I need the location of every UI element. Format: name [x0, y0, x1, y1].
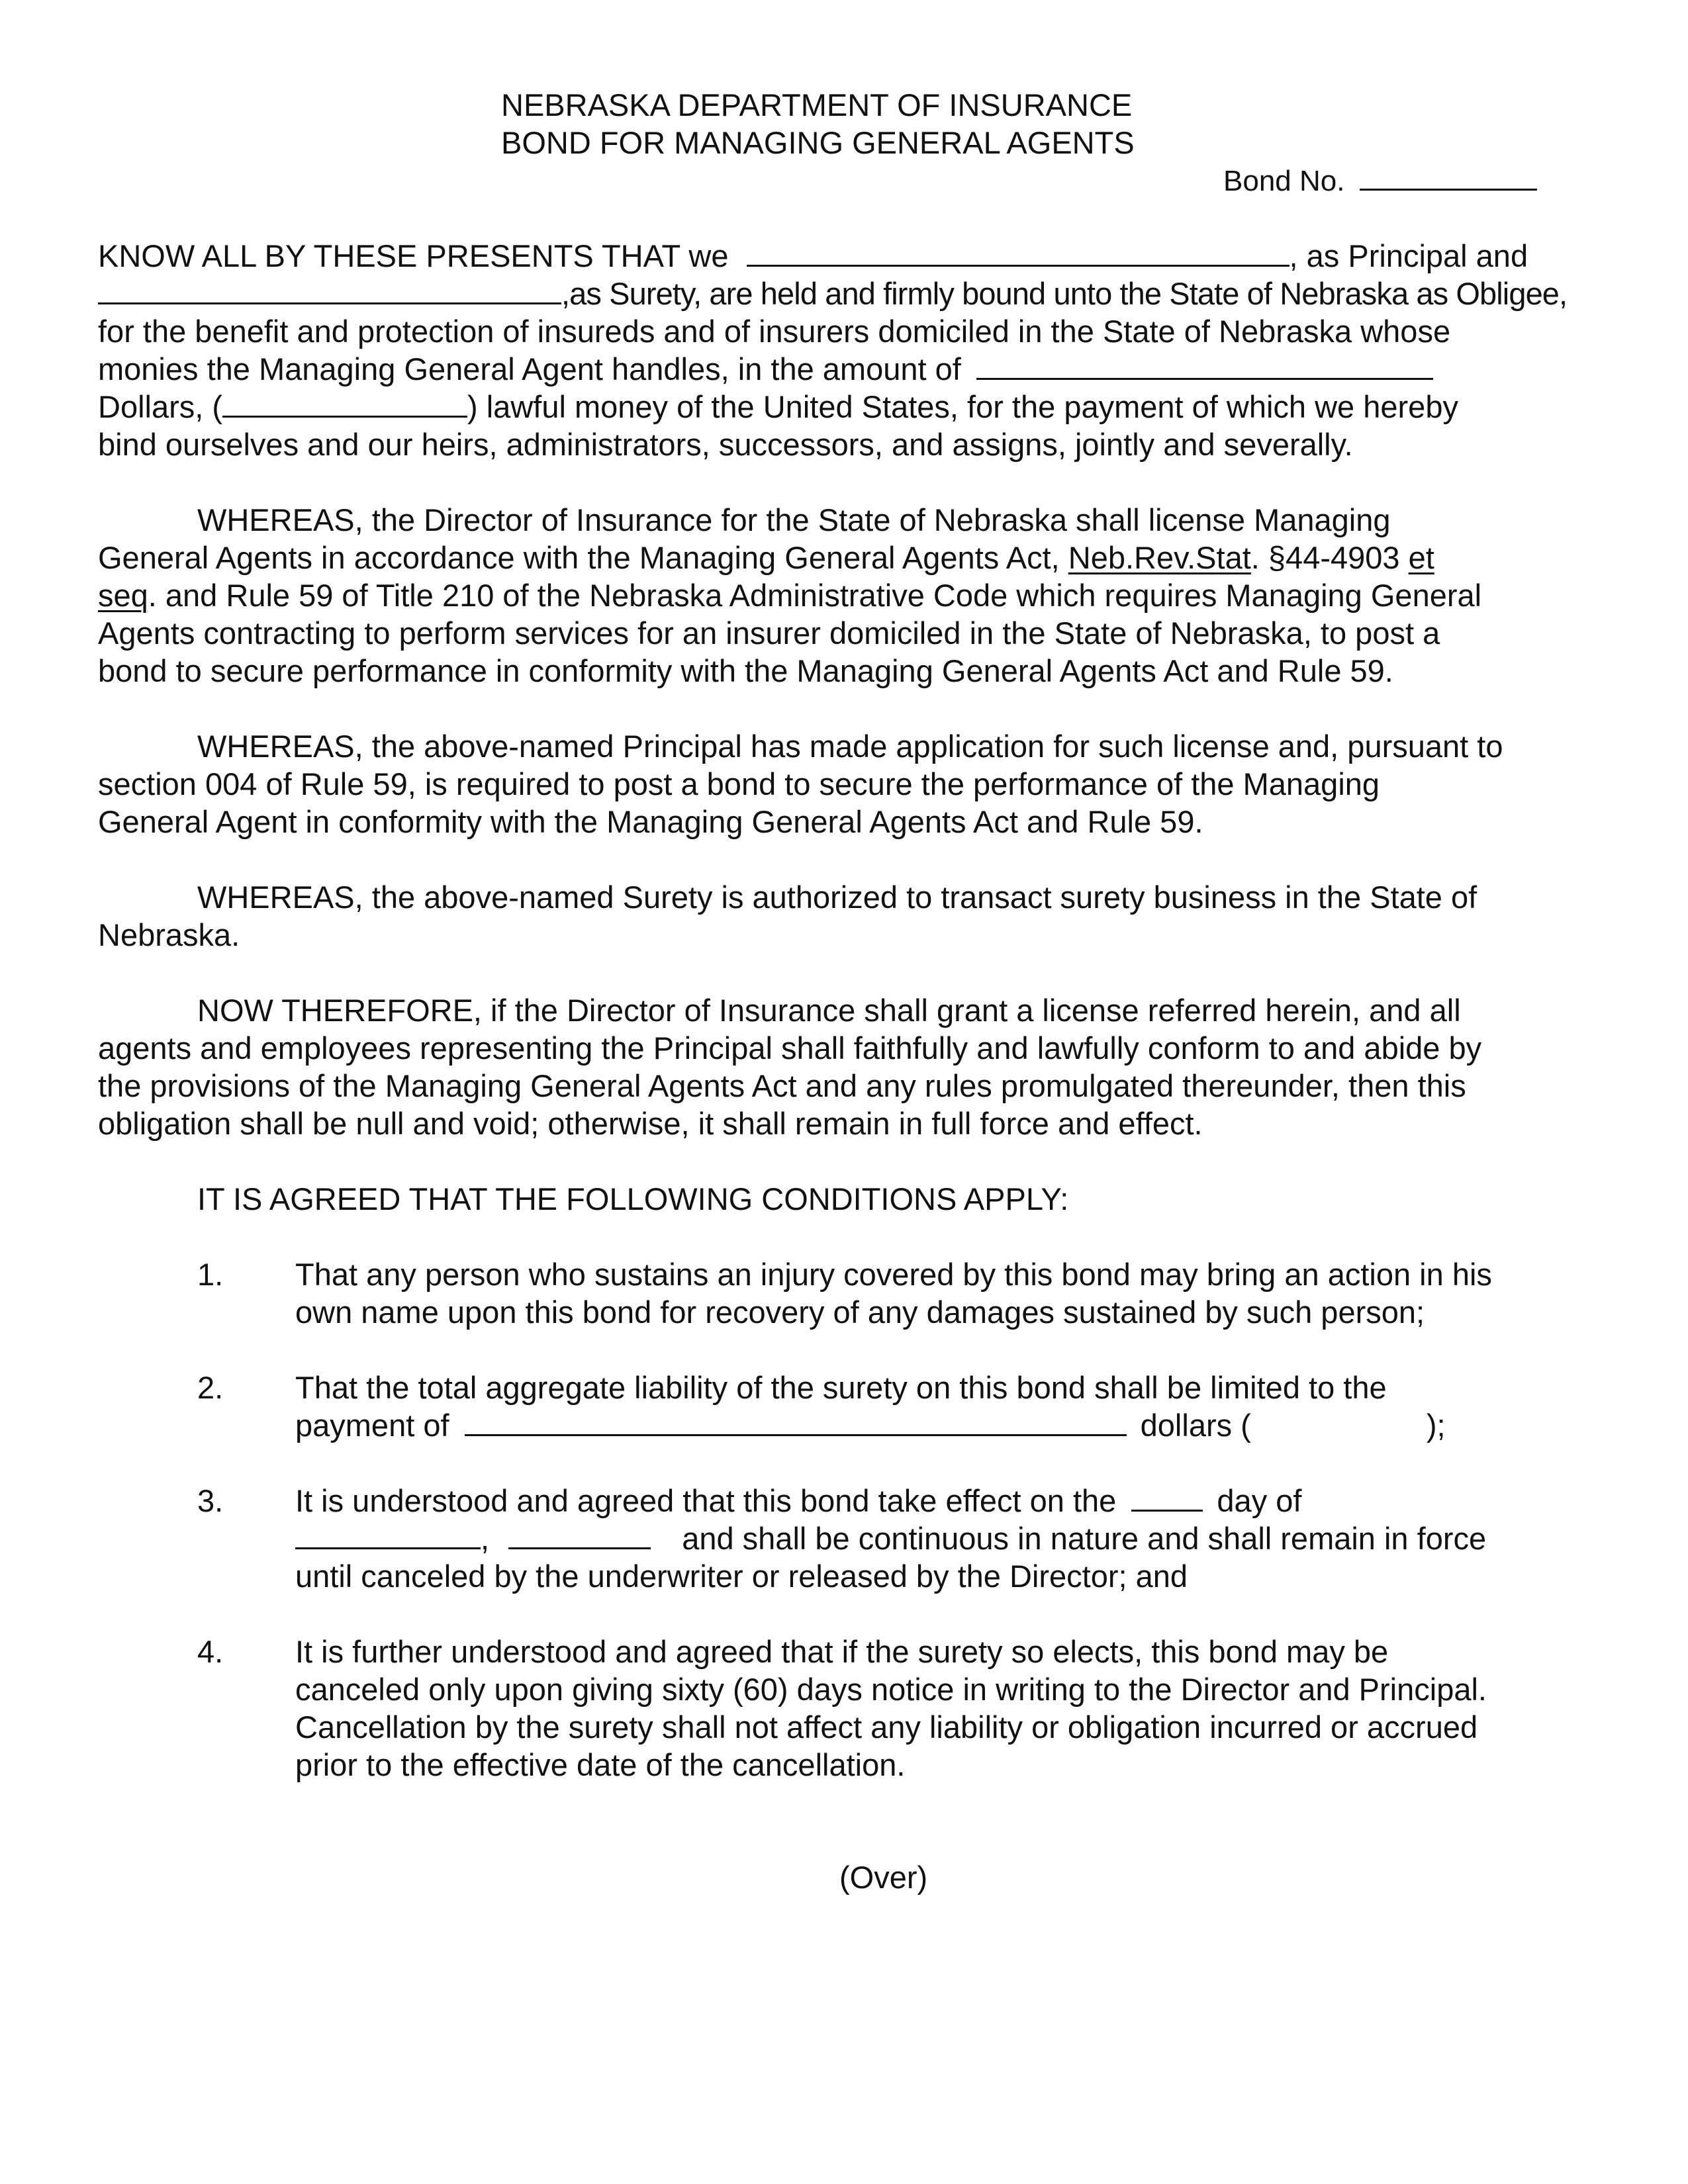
et-seq-part-1: et	[1408, 540, 1434, 575]
form-title: BOND FOR MANAGING GENERAL AGENTS	[501, 125, 1135, 160]
bond-number-label: Bond No.	[1223, 165, 1345, 197]
condition-4-number: 4.	[197, 1634, 224, 1669]
agency-title: NEBRASKA DEPARTMENT OF INSURANCE	[501, 87, 1133, 122]
p1-line-6: bind ourselves and our heirs, administrators, successors, and assigns, jointly and severally.	[98, 427, 1353, 462]
p5-line-1: NOW THEREFORE, if the Director of Insurance shall grant a license referred herein, and all	[197, 993, 1461, 1028]
principal-name-field[interactable]	[747, 238, 1289, 267]
condition-2-line-1: That the total aggregate liability of the surety on this bond shall be limited to the	[295, 1370, 1387, 1405]
p5-line-4: obligation shall be null and void; otherwise, it shall remain in full force and effect.	[98, 1106, 1203, 1141]
p3-line-2: section 004 of Rule 59, is required to post a bond to secure the performance of the Managing	[98, 766, 1380, 801]
p5-line-3: the provisions of the Managing General Agents Act and any rules promulgated thereunder, then this	[98, 1068, 1466, 1103]
condition-3-text: and shall be continuous in nature and shall remain in force	[682, 1521, 1487, 1556]
effective-day-field[interactable]	[1131, 1483, 1203, 1512]
condition-2-number: 2.	[197, 1370, 224, 1405]
condition-2-line-2	[295, 1406, 1446, 1445]
bond-number	[1223, 162, 1537, 201]
condition-2-text: );	[1426, 1408, 1446, 1443]
condition-1-number: 1.	[197, 1257, 224, 1292]
surety-name-field[interactable]	[98, 276, 561, 304]
condition-2-text: dollars (	[1140, 1408, 1251, 1443]
p5-line-2: agents and employees representing the Principal shall faithfully and lawfully conform to and abide by	[98, 1030, 1482, 1066]
condition-3-number: 3.	[197, 1483, 224, 1518]
p3-line-1: WHEREAS, the above-named Principal has made application for such license and, pursuant to	[197, 729, 1503, 764]
condition-4-line-1: It is further understood and agreed that if the surety so elects, this bond may be	[295, 1634, 1389, 1669]
condition-3-text: day of	[1217, 1483, 1302, 1518]
p2-line-3	[98, 576, 1481, 615]
amount-numeric-field[interactable]	[222, 389, 467, 418]
statute-citation: Neb.Rev.Stat	[1068, 540, 1251, 575]
p1-line-3: for the benefit and protection of insureds and of insurers domiciled in the State of Nebraska whose	[98, 314, 1451, 349]
effective-month-field[interactable]	[295, 1521, 481, 1549]
condition-3-text: It is understood and agreed that this bond take effect on the	[295, 1483, 1117, 1518]
condition-4-line-3: Cancellation by the surety shall not affect any liability or obligation incurred or accrued	[295, 1709, 1478, 1745]
p2-line-1: WHEREAS, the Director of Insurance for the State of Nebraska shall license Managing	[197, 502, 1391, 537]
p1-line-2	[98, 275, 1567, 313]
p2-line-5: bond to secure performance in conformity with the Managing General Agents Act and Rule 59.	[98, 653, 1393, 688]
condition-3-line-1	[295, 1482, 1301, 1520]
p4-line-2: Nebraska.	[98, 917, 240, 952]
et-seq-part-2: seq	[98, 578, 148, 613]
condition-3-line-3: until canceled by the underwriter or released by the Director; and	[295, 1559, 1188, 1594]
p3-line-3: General Agent in conformity with the Managing General Agents Act and Rule 59.	[98, 804, 1203, 839]
p2-line-4: Agents contracting to perform services for an insurer domiciled in the State of Nebraska, to post a	[98, 615, 1440, 651]
conditions-heading: IT IS AGREED THAT THE FOLLOWING CONDITIONS APPLY:	[197, 1181, 1069, 1216]
condition-3-text: ,	[481, 1521, 490, 1556]
condition-4-line-2: canceled only upon giving sixty (60) days notice in writing to the Director and Principal.	[295, 1672, 1487, 1707]
p2-text: General Agents in accordance with the Managing General Agents Act,	[98, 540, 1060, 575]
p1-text: ) lawful money of the United States, for the payment of which we hereby	[467, 389, 1458, 424]
condition-1-line-1: That any person who sustains an injury covered by this bond may bring an action in his	[295, 1257, 1492, 1292]
effective-year-field[interactable]	[508, 1521, 651, 1549]
liability-limit-field[interactable]	[465, 1408, 1127, 1436]
p1-text: Dollars, (	[98, 389, 223, 424]
p1-line-5	[98, 388, 1458, 426]
p4-line-1: WHEREAS, the above-named Surety is authorized to transact surety business in the State of	[197, 880, 1477, 915]
condition-4-line-4: prior to the effective date of the cancellation.	[295, 1747, 906, 1782]
condition-3-line-2	[295, 1520, 1486, 1558]
bond-number-field[interactable]	[1360, 162, 1537, 191]
over-indicator: (Over)	[839, 1860, 928, 1895]
condition-2-text: payment of	[295, 1408, 449, 1443]
p1-text: ,as Surety, are held and firmly bound unto the State of Nebraska as Obligee,	[561, 276, 1568, 311]
p2-text: . §44-4903	[1250, 540, 1400, 575]
p1-text: monies the Managing General Agent handles, in the amount of	[98, 351, 961, 387]
p1-line-4	[98, 350, 1433, 388]
p2-line-2	[98, 539, 1434, 577]
p1-text: KNOW ALL BY THESE PRESENTS THAT we	[98, 238, 729, 273]
p1-line-1	[98, 237, 1528, 275]
p2-text: . and Rule 59 of Title 210 of the Nebraska Administrative Code which requires Managing General	[148, 578, 1482, 613]
amount-words-field[interactable]	[976, 351, 1433, 380]
p1-text: , as Principal and	[1289, 238, 1528, 273]
condition-1-line-2: own name upon this bond for recovery of any damages sustained by such person;	[295, 1295, 1425, 1330]
